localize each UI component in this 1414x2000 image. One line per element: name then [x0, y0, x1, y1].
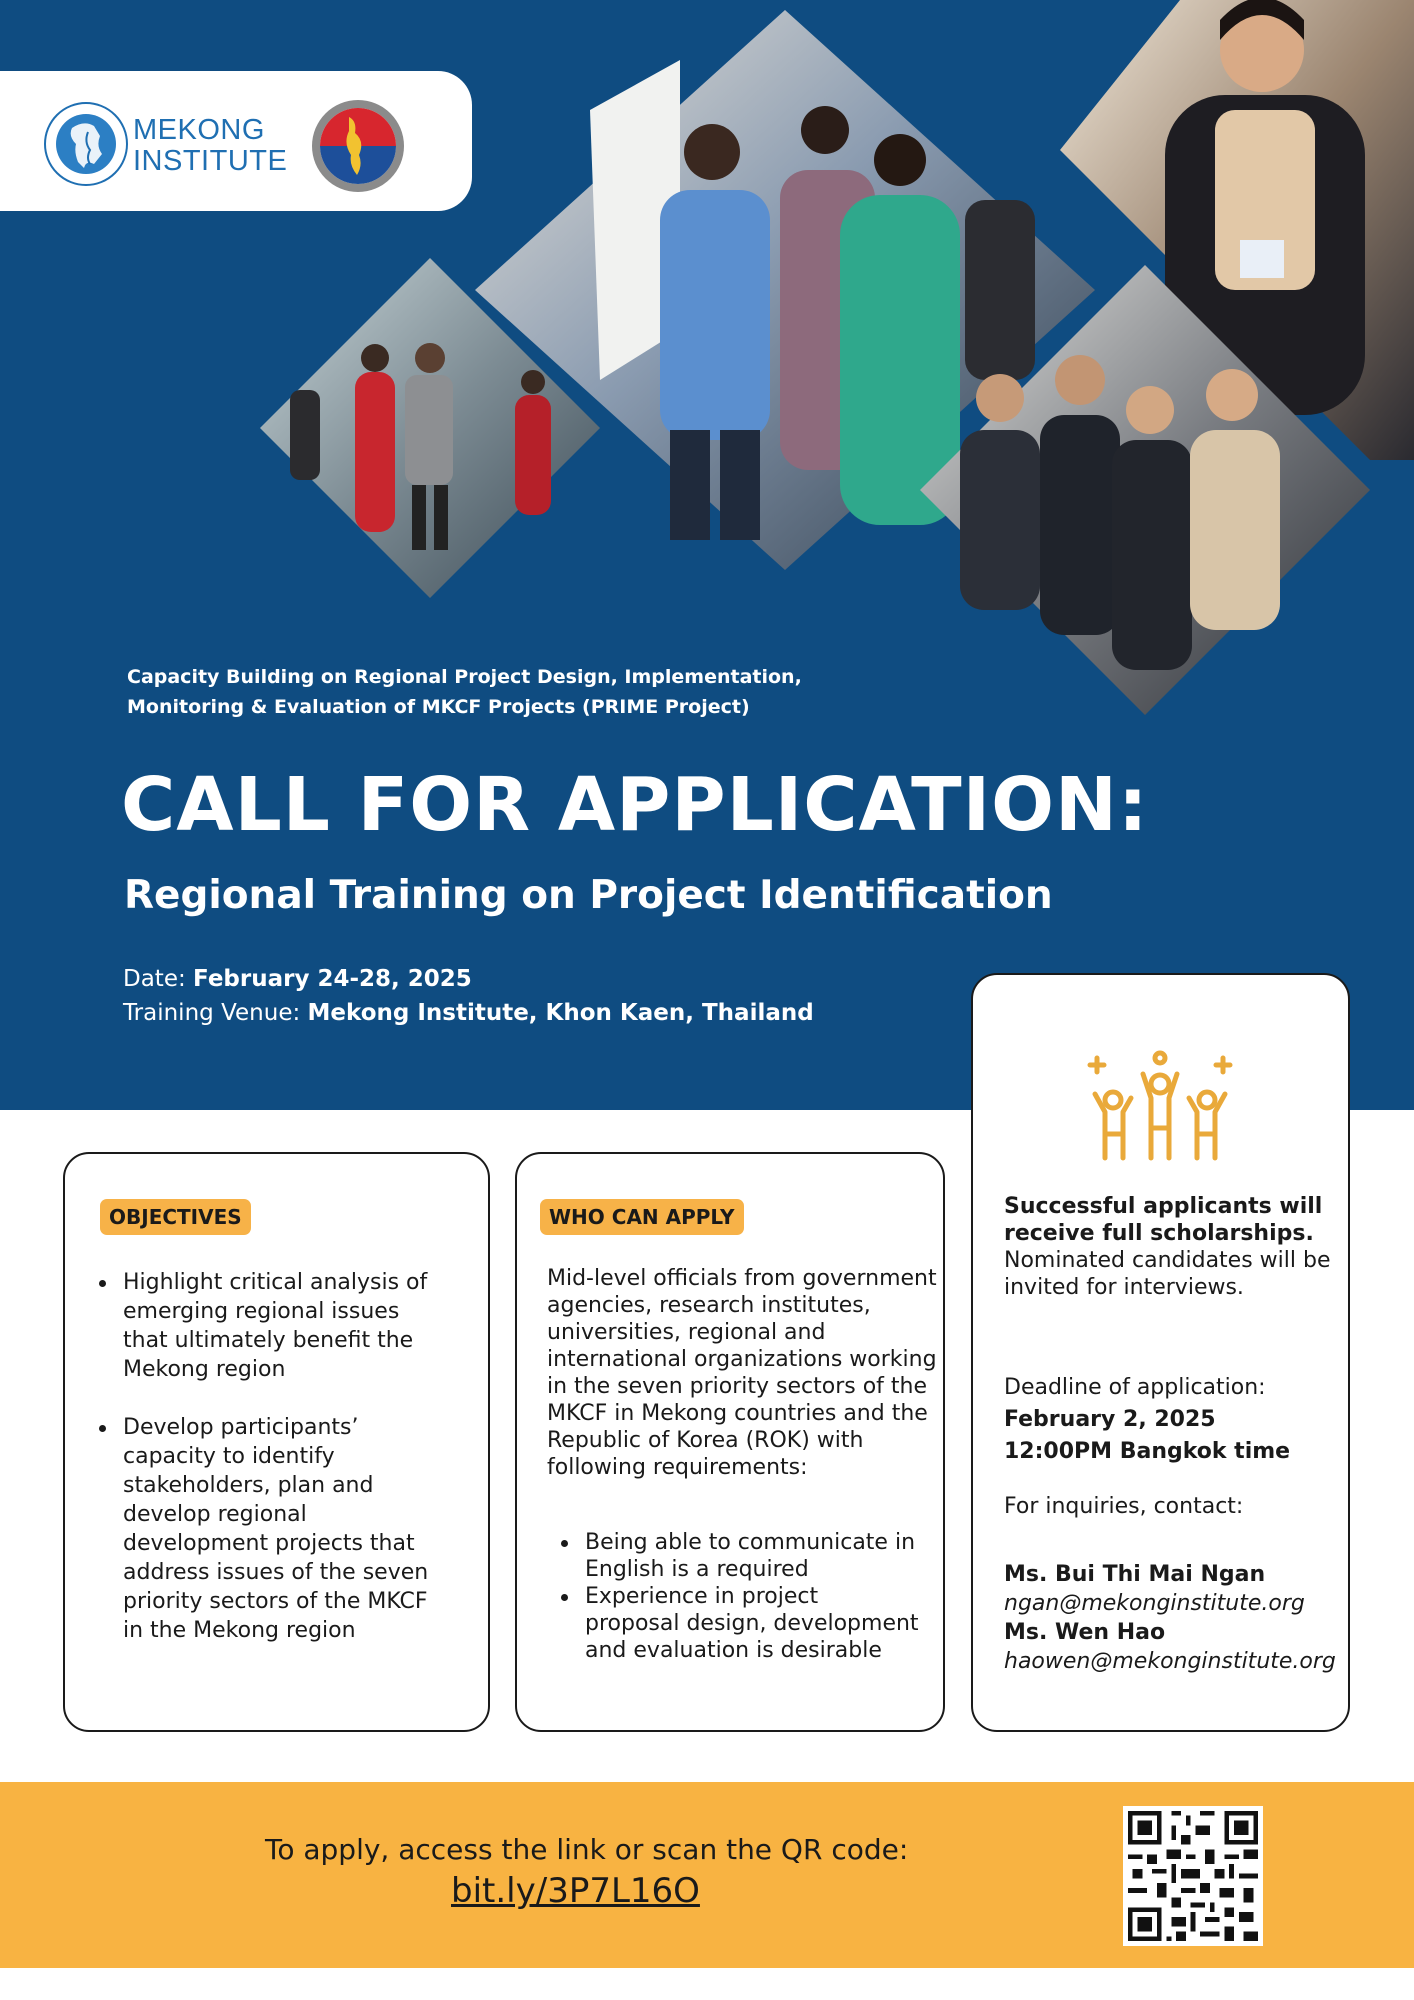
subtitle-line2: Monitoring & Evaluation of MKCF Projects (PRIME Project) — [127, 696, 750, 718]
list-item: Experience in project proposal design, development and evaluation is desirable — [559, 1583, 919, 1664]
contact-email-link[interactable]: ngan@mekonginstitute.org — [1004, 1591, 1305, 1616]
event-meta — [123, 962, 814, 1030]
contact-email-link[interactable]: haowen@mekonginstitute.org — [1004, 1649, 1336, 1674]
list-item: Develop participants’ capacity to identify stakeholders, plan and develop regional development projects that address issues of the seven priority sectors of the MKCF in the Mekong region — [97, 1413, 442, 1645]
deadline-block — [1004, 1372, 1344, 1468]
venue-value: Mekong Institute, Khon Kaen, Thailand — [307, 1000, 814, 1026]
objectives-list — [97, 1268, 442, 1645]
scholarship-bold: Successful applicants will receive full scholarships. — [1004, 1194, 1323, 1246]
org-name-line2: INSTITUTE — [133, 145, 288, 177]
qr-code-icon[interactable] — [1123, 1806, 1263, 1946]
deadline-time: 12:00PM Bangkok time — [1004, 1439, 1291, 1464]
mekong-institute-wordmark — [133, 115, 287, 177]
date-value: February 24-28, 2025 — [193, 966, 472, 992]
contacts-block — [1004, 1560, 1344, 1676]
apply-link[interactable]: bit.ly/3P7L16O — [451, 1871, 700, 1911]
mkcf-seal-icon — [311, 99, 405, 193]
requirements-list — [559, 1529, 919, 1664]
org-name-line1: MEKONG — [133, 114, 265, 146]
contact-name: Ms. Bui Thi Mai Ngan — [1004, 1562, 1266, 1587]
venue-label: Training Venue: — [123, 1000, 308, 1026]
inquiries-label: For inquiries, contact: — [1004, 1494, 1244, 1519]
who-can-apply-tag: WHO CAN APPLY — [540, 1199, 744, 1235]
list-item: Being able to communicate in English is a required — [559, 1529, 919, 1583]
who-can-apply-card — [515, 1152, 945, 1732]
mekong-institute-logo-icon — [44, 102, 128, 186]
subtitle-line1: Capacity Building on Regional Project Design, Implementation, — [127, 666, 802, 688]
project-subtitle — [127, 662, 907, 722]
deadline-label: Deadline of application: — [1004, 1375, 1266, 1400]
celebrating-people-icon — [1085, 1050, 1235, 1165]
list-item: Highlight critical analysis of emerging regional issues that ultimately benefit the Mekong region — [97, 1268, 442, 1384]
objectives-tag: OBJECTIVES — [100, 1199, 251, 1235]
page-title: CALL FOR APPLICATION: — [121, 762, 1149, 848]
contact-name: Ms. Wen Hao — [1004, 1620, 1166, 1645]
logo-card — [0, 71, 472, 211]
training-title: Regional Training on Project Identification — [124, 873, 1053, 918]
scholarship-info-card — [971, 973, 1350, 1732]
interview-note: Nominated candidates will be invited for interviews. — [1004, 1248, 1331, 1300]
scholarship-note — [1004, 1193, 1344, 1301]
apply-instructions: To apply, access the link or scan the QR code: — [265, 1833, 909, 1866]
date-row — [123, 962, 814, 996]
objectives-card — [63, 1152, 490, 1732]
apply-footer — [0, 1782, 1414, 1968]
deadline-date: February 2, 2025 — [1004, 1407, 1216, 1432]
venue-row — [123, 996, 814, 1030]
date-label: Date: — [123, 966, 194, 992]
eligibility-text: Mid-level officials from government agencies, research institutes, universities, regional and international organizations working in the seven priority sectors of the MKCF in Mekong countries and the Republic of Korea (ROK) with following requirements: — [547, 1266, 937, 1480]
